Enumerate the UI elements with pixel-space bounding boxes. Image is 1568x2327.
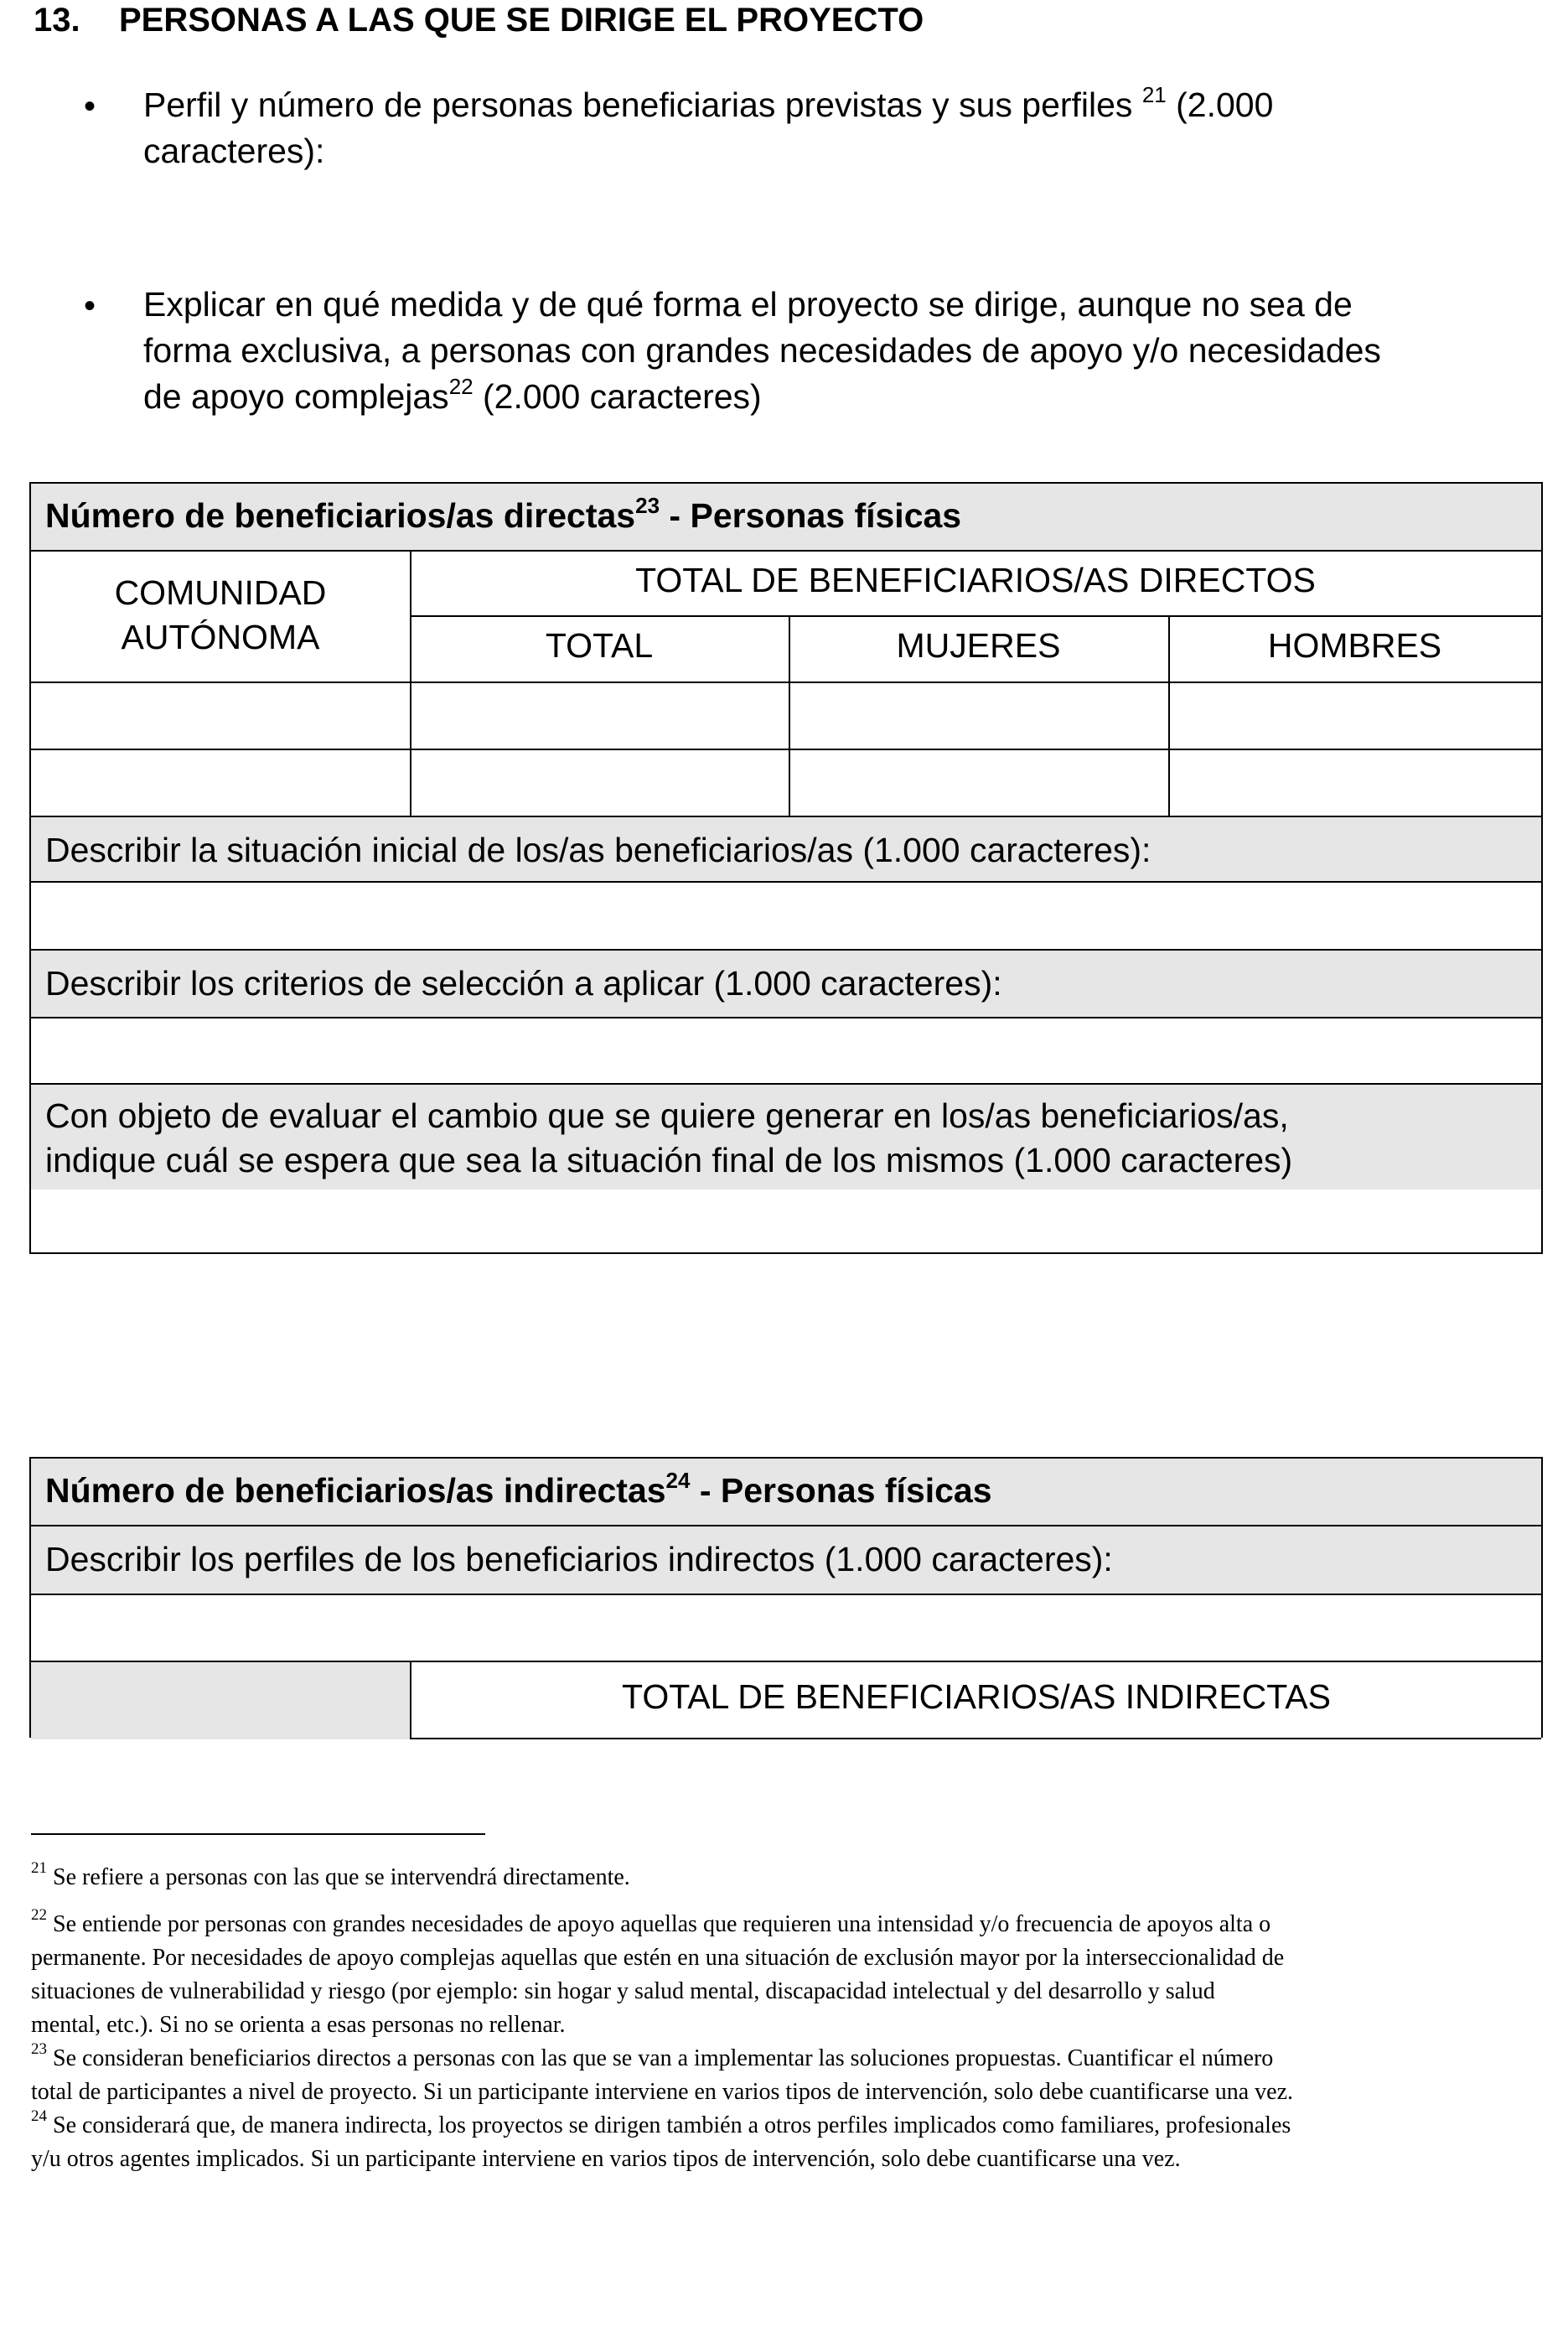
- footnote-separator: [31, 1833, 485, 1835]
- bullet-dot-icon: •: [84, 88, 96, 125]
- criteria-field[interactable]: [31, 1018, 1541, 1083]
- indirect-total-group-header: TOTAL DE BENEFICIARIOS/AS INDIRECTAS: [622, 1677, 1331, 1716]
- indirect-table-title: Número de beneficiarios/as indirectas$^{24}$ - Personas físicas: [45, 1468, 992, 1510]
- criteria-label: Describir los criterios de selección a aplicar (1.000 caracteres):: [45, 964, 1002, 1003]
- footnote-24: $^{24}$ Se considerará que, de manera indirecta, los proyectos se dirigen también a otros perfiles implicados como familiares, profesionales y/u otros agentes implicados. Si un participante interviene en varios tipos de intervención, solo debe cuantificarse una vez.: [31, 2107, 1291, 2172]
- indirect-profiles-field[interactable]: [31, 1595, 1541, 1661]
- footnote-23: $^{23}$ Se consideran beneficiarios directos a personas con las que se van a implementar las soluciones propuestas. Cuantificar el número total de participantes a nivel de proyecto. Si un participante interviene en varios tipos de intervención, solo debe cuantificarse una vez.: [31, 2039, 1294, 2105]
- final-situation-label: Con objeto de evaluar el cambio que se quiere generar en los/as beneficiarios/as, indique cuál se espera que sea la situación final de los mismos (1.000 caracteres): [45, 1096, 1293, 1179]
- direct-table-title: Número de beneficiarios/as directas$^{23}$ - Personas físicas: [45, 493, 962, 535]
- bullet-dot-icon: •: [84, 288, 96, 324]
- col-total-header: TOTAL: [545, 626, 654, 665]
- col-total-group-header: TOTAL DE BENEFICIARIOS/AS DIRECTOS: [635, 561, 1316, 599]
- footnote-21: $^{21}$ Se refiere a personas con las que se intervendrá directamente.: [31, 1858, 630, 1890]
- section-number: 13.: [34, 2, 80, 39]
- col-region-header: COMUNIDAD AUTÓNOMA: [114, 573, 327, 656]
- initial-situation-label: Describir la situación inicial de los/as beneficiarios/as (1.000 caracteres):: [45, 831, 1151, 869]
- bullet-explain: Explicar en qué medida y de qué forma el proyecto se dirige, aunque no sea de forma exclusiva, a personas con grandes necesidades de apoyo y/o necesidades de apoyo complejas$^{22}$ (2.000 caracteres): [143, 285, 1381, 416]
- direct-beneficiaries-table: [29, 482, 1543, 1254]
- section-heading: [34, 2, 924, 39]
- bullet-profile: Perfil y número de personas beneficiarias previstas y sus perfiles $^{21}$ (2.000 caracteres):: [143, 82, 1274, 170]
- final-situation-field[interactable]: [31, 1189, 1541, 1252]
- section-title: PERSONAS A LAS QUE SE DIRIGE EL PROYECTO: [119, 2, 924, 39]
- indirect-beneficiaries-table: [29, 1457, 1543, 1738]
- col-men-header: HOMBRES: [1267, 626, 1442, 665]
- indirect-region-cell: [31, 1662, 410, 1739]
- table-row[interactable]: [31, 683, 1541, 749]
- indirect-profiles-label: Describir los perfiles de los beneficiarios indirectos (1.000 caracteres):: [45, 1540, 1113, 1578]
- initial-situation-field[interactable]: [31, 883, 1541, 949]
- footnote-22: $^{22}$ Se entiende por personas con grandes necesidades de apoyo aquellas que requieren una intensidad y/o frecuencia de apoyos alta o permanente. Por necesidades de apoyo complejas aquellas que estén en una situación de exclusión mayor por la interseccionalidad de situaciones de vulnerabilidad y riesgo (por ejemplo: sin hogar y salud mental, discapacidad intelectual y del desarrollo y salud mental, etc.). Si no se orienta a esas personas no rellenar.: [31, 1905, 1285, 2038]
- col-women-header: MUJERES: [896, 626, 1061, 665]
- table-row[interactable]: [31, 750, 1541, 816]
